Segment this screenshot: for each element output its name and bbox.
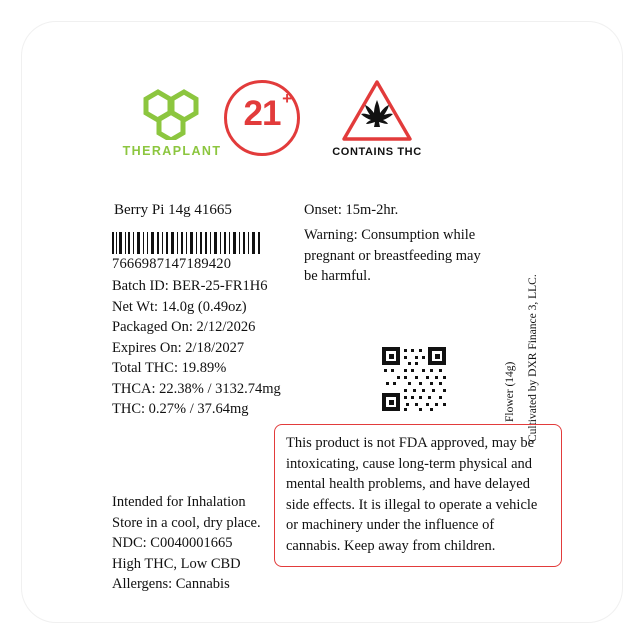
- age-badge-plus: +: [282, 89, 292, 108]
- product-details: [112, 276, 281, 420]
- detail-potency-class: High THC, Low CBD: [112, 555, 241, 572]
- cannabis-product-label: [22, 22, 622, 622]
- thc-warning-symbol: [322, 78, 432, 158]
- barcode-icon: [112, 232, 260, 254]
- detail-expires-on: Expires On: 2/18/2027: [112, 339, 245, 356]
- brand-logo: [102, 88, 242, 158]
- hexagon-leaf-icon: [102, 88, 242, 140]
- detail-batch-id: Batch ID: BER-25-FR1H6: [112, 278, 268, 294]
- detail-storage: Store in a cool, dry place.: [112, 514, 261, 531]
- cannabis-leaf-triangle-icon: [340, 78, 414, 144]
- qr-code-icon[interactable]: [382, 347, 446, 411]
- detail-packaged-on: Packaged On: 2/12/2026: [112, 319, 256, 335]
- side-text-weight: Flower (14g): [504, 361, 516, 422]
- age-badge-number: 21: [243, 94, 281, 133]
- detail-ndc: NDC: C0040001665: [112, 535, 233, 551]
- label-header-icons: [22, 80, 622, 180]
- thc-caption: CONTAINS THC: [332, 146, 422, 158]
- onset-text: Onset: 15m-2hr.: [304, 202, 399, 218]
- brand-name: THERAPLANT: [122, 144, 222, 158]
- pregnancy-warning-text: Warning: Consumption while pregnant or breastfeeding may be harmful.: [304, 227, 481, 284]
- detail-thc: THC: 0.27% / 37.64mg: [112, 401, 249, 417]
- age-restriction-badge: [224, 80, 300, 156]
- detail-total-thc: Total THC: 19.89%: [112, 360, 227, 376]
- barcode-number: 7666987147189420: [112, 256, 232, 272]
- detail-allergens: Allergens: Cannabis: [112, 576, 230, 592]
- detail-thca: THCA: 22.38% / 3132.74mg: [112, 380, 281, 397]
- product-footer-details: [112, 492, 261, 595]
- side-text-cultivator: Cultivated by DXR Finance 3, LLC.: [527, 274, 539, 442]
- detail-intended-use: Intended for Inhalation: [112, 494, 246, 510]
- product-name: Berry Pi 14g 41665: [114, 202, 232, 218]
- detail-net-weight: Net Wt: 14.0g (0.49oz): [112, 298, 247, 315]
- legal-disclaimer: This product is not FDA approved, may be intoxicating, cause long-term physical and mental health problems, and have delayed side effects. It is illegal to operate a vehicle or machinery under the influence of cannabis. Keep away from children.: [274, 424, 562, 567]
